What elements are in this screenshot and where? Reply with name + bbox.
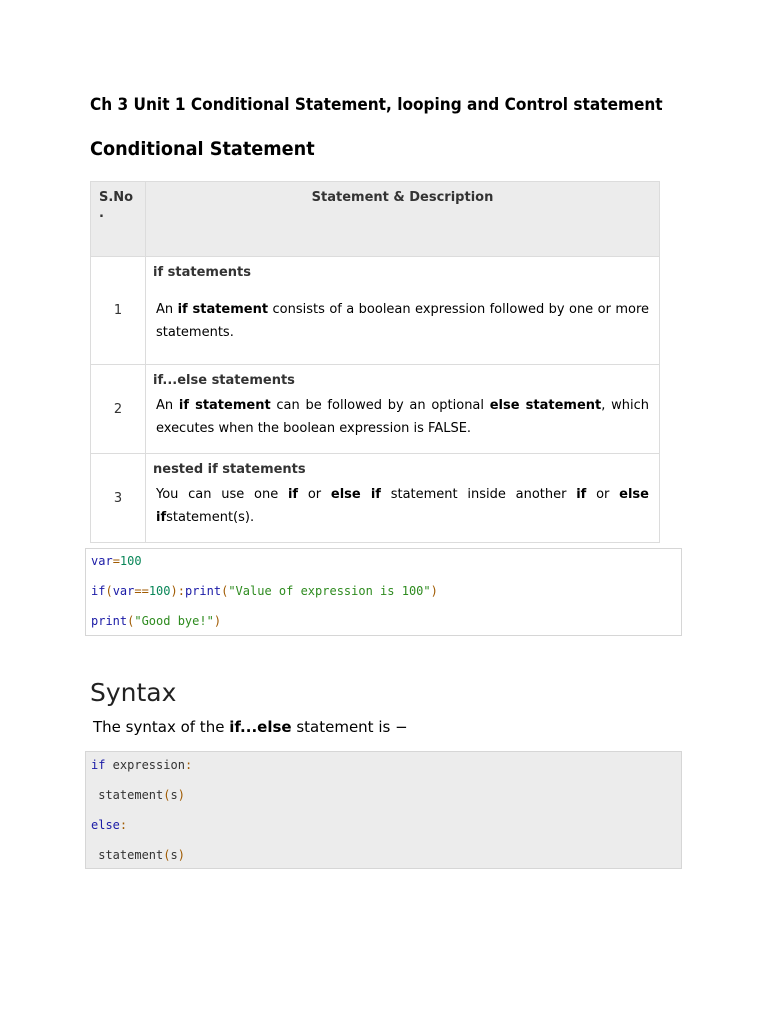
section-title: Conditional Statement — [90, 138, 315, 160]
header-sno — [91, 182, 146, 257]
code-token: if — [91, 584, 106, 598]
code-token: else — [91, 818, 120, 832]
table-row — [91, 257, 660, 365]
description-text: consists of a boolean expression followed by one or more statements. — [156, 302, 650, 340]
code-token: ( — [163, 848, 171, 862]
description-text: or — [586, 487, 620, 502]
row-number: 2 — [91, 365, 146, 454]
code-token: s — [170, 848, 178, 862]
table-row — [91, 454, 660, 543]
code-token: : — [184, 758, 193, 772]
row-title: if statements — [153, 265, 251, 280]
row-title: nested if statements — [153, 462, 306, 477]
code-token: ( — [221, 584, 229, 598]
code-token: ) — [213, 614, 222, 628]
code-token: s — [170, 788, 178, 802]
code-line — [91, 758, 192, 772]
keyword-text: else if — [156, 487, 649, 525]
keyword-text: if — [576, 487, 587, 502]
row-content — [146, 257, 660, 365]
code-line — [91, 788, 185, 802]
table-header-row — [91, 182, 660, 257]
document-title: Ch 3 Unit 1 Conditional Statement, looping and Control statement — [90, 95, 663, 114]
syntax-code-block — [85, 751, 682, 869]
row-title: if...else statements — [153, 373, 295, 388]
code-token: ( — [163, 788, 171, 802]
code-token: var — [112, 584, 135, 598]
code-token: = — [112, 554, 120, 568]
keyword-text: if statement — [178, 398, 271, 413]
description-text: An — [156, 302, 178, 317]
keyword-text: if statement — [177, 302, 269, 317]
row-content — [146, 365, 660, 454]
code-token: print — [91, 614, 128, 628]
syntax-desc-text: statement is − — [291, 718, 408, 736]
code-token: expression — [105, 758, 185, 772]
code-token: ) — [177, 788, 185, 802]
keyword-text: else if — [330, 487, 381, 502]
code-token: var — [91, 554, 113, 568]
syntax-heading: Syntax — [90, 678, 177, 707]
row-description — [153, 298, 649, 344]
code-token: print — [184, 584, 222, 598]
syntax-desc-keyword: if...else — [229, 718, 292, 736]
code-token: ): — [170, 584, 185, 598]
code-line — [91, 818, 127, 832]
header-sno-label: S.No — [99, 190, 134, 205]
syntax-desc-text: The syntax of the — [93, 718, 230, 736]
code-token: ( — [105, 584, 113, 598]
description-text: You can use one — [156, 487, 288, 502]
description-text: An — [156, 398, 179, 413]
code-token: "Value of expression is 100" — [228, 584, 431, 598]
code-token: if — [91, 758, 106, 772]
code-line — [91, 584, 438, 598]
header-sno-dot: . — [99, 206, 104, 221]
row-number: 1 — [91, 257, 146, 365]
code-token: ) — [177, 848, 185, 862]
code-token: ) — [430, 584, 438, 598]
description-text: or — [298, 487, 331, 502]
code-example-block — [85, 548, 682, 636]
description-text: statement(s). — [166, 510, 255, 525]
code-token: statement — [91, 788, 164, 802]
syntax-description — [93, 718, 408, 736]
code-token: : — [119, 818, 128, 832]
code-line — [91, 614, 221, 628]
keyword-text: if — [287, 487, 299, 502]
row-description — [153, 483, 649, 529]
table-row — [91, 365, 660, 454]
description-text: can be followed by an optional — [270, 398, 490, 413]
code-token: ( — [127, 614, 135, 628]
statement-table — [90, 181, 660, 543]
row-number: 3 — [91, 454, 146, 543]
code-token: "Good bye!" — [134, 614, 214, 628]
description-text: , which executes when the boolean expression is FALSE. — [156, 398, 649, 436]
code-token: == — [134, 584, 149, 598]
header-description: Statement & Description — [146, 182, 660, 257]
keyword-text: else statement — [489, 398, 602, 413]
code-token: 100 — [119, 554, 142, 568]
code-token: 100 — [148, 584, 171, 598]
row-content — [146, 454, 660, 543]
description-text: statement inside another — [380, 487, 577, 502]
code-line — [91, 554, 142, 568]
row-description — [153, 394, 649, 440]
code-line — [91, 848, 185, 862]
code-token: statement — [91, 848, 164, 862]
